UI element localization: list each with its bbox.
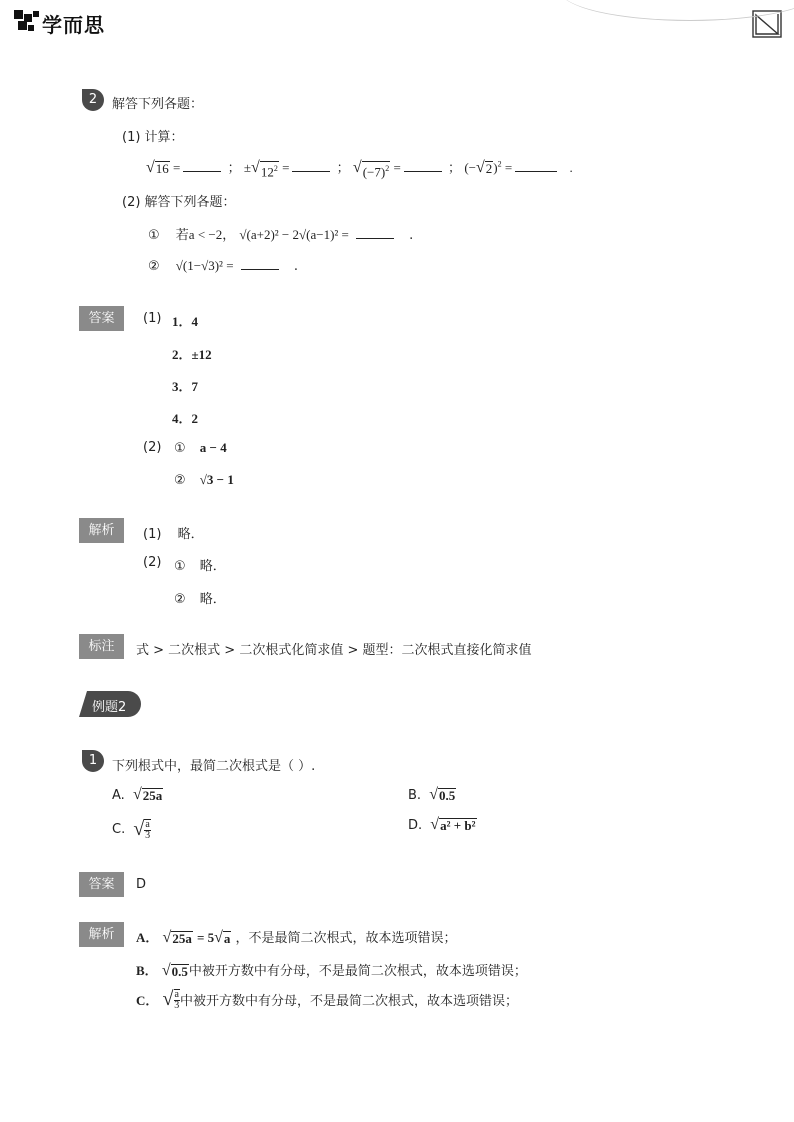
answer-part1-label: (1) xyxy=(143,311,162,326)
part1-expression: √ 16 = ； ± √ $12^2$ = ； √ $(-7)^2$ = ； (− √ 2 )$^2$ = . xyxy=(146,159,573,180)
answer-line-1: 1．4 xyxy=(172,314,199,329)
header-bar xyxy=(0,0,794,44)
answer-text: D xyxy=(136,877,147,892)
answer-label: 答案 xyxy=(79,872,124,897)
part2-item-1: ① 若a < −2， √(a+2)² − 2√(a−1)² = . xyxy=(148,227,414,243)
question-title: 下列根式中，最简二次根式是（ ）. xyxy=(112,759,316,774)
answer-blank xyxy=(183,161,221,172)
option-b: B. √ 0.5 xyxy=(408,786,456,803)
question-number: 2 xyxy=(82,89,104,111)
tag-label: 标注 xyxy=(79,634,124,659)
analysis-line-b: B． √ 0.5 中被开方数中有分母，不是最简二次根式，故本选项错误； xyxy=(136,962,527,979)
analysis-part1: (1) 略． xyxy=(143,527,204,542)
analysis-sub-1: ① 略． xyxy=(174,559,226,574)
answer-blank xyxy=(241,259,279,270)
part2-item-2: ② √(1−√3)² = . xyxy=(148,258,298,274)
option-a: A. √ 25a xyxy=(112,786,163,803)
analysis-label: 解析 xyxy=(79,518,124,543)
question-number: 1 xyxy=(82,750,104,772)
answer-line-4: 4．2 xyxy=(172,411,199,426)
answer-label: 答案 xyxy=(79,306,124,331)
answer-blank xyxy=(515,161,557,172)
tag-text: 式 > 二次根式 > 二次根式化简求值 > 题型：二次根式直接化简求值 xyxy=(136,643,532,658)
analysis-sub-2: ② 略． xyxy=(174,592,226,607)
example-badge-notch xyxy=(79,691,87,717)
analysis-label: 解析 xyxy=(79,922,124,947)
logo-text: 学而思 xyxy=(42,13,105,37)
analysis-line-a: A． √ 25a = 5 √ a ，不是最简二次根式，故本选项错误； xyxy=(136,929,457,946)
sqrt-16: √ 16 xyxy=(146,159,169,176)
example-badge xyxy=(79,691,141,717)
option-d: D. √ a² + b² xyxy=(408,816,476,833)
answer-blank xyxy=(292,161,330,172)
analysis-line-c: C． √ $\frac{a}{3}$ 中被开方数中有分母，不是最简二次根式，故本选项错误； xyxy=(136,988,518,1011)
analysis-part2-label: (2) xyxy=(143,555,162,570)
answer-sub-1: ① a − 4 xyxy=(174,440,227,456)
part1-label: (1) 计算： xyxy=(122,130,184,145)
answer-line-2: 2．±12 xyxy=(172,347,212,362)
question-title: 解答下列各题： xyxy=(112,97,204,112)
answer-part2-label: (2) xyxy=(143,440,162,455)
answer-blank xyxy=(404,161,442,172)
answer-blank xyxy=(356,228,394,239)
option-c: C. √ $\frac{a}{3}$ xyxy=(112,818,151,841)
example-label: 例题2 xyxy=(92,700,127,715)
logo-icon xyxy=(14,10,42,36)
answer-sub-2: ② √3 − 1 xyxy=(174,472,234,488)
answer-line-3: 3．7 xyxy=(172,379,199,394)
part2-label: (2) 解答下列各题： xyxy=(122,195,236,210)
